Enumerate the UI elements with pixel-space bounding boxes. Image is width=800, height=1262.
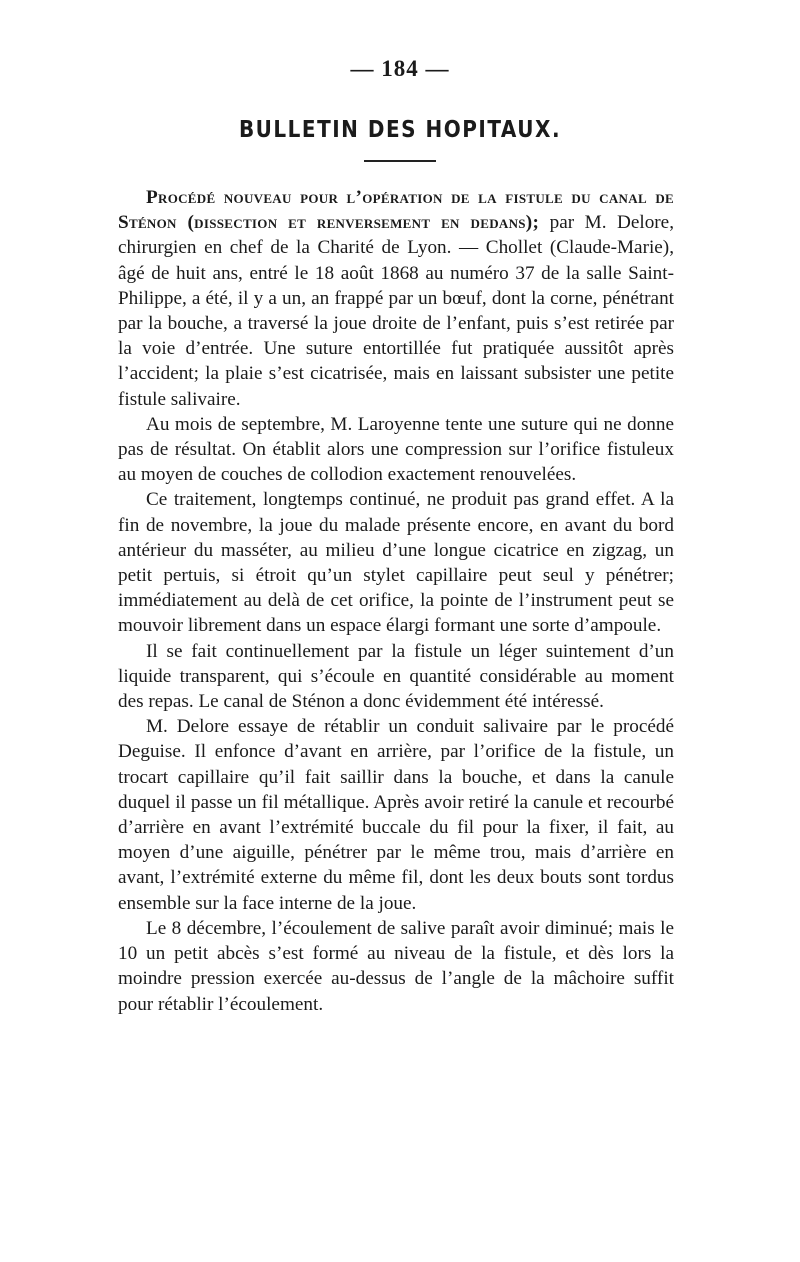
page-number: — 184 —: [350, 56, 450, 81]
article-intro-paragraph: [118, 185, 674, 412]
title-rule: [364, 160, 436, 162]
paragraph-september: Au mois de septembre, M. Laroyenne tente une suture qui ne donne pas de résultat. On établit alors une compression sur l’orifice fistuleux au moyen de couches de collodion exactement renouvelées.: [118, 413, 674, 486]
article-intro-text: par M. Delore, chirurgien en chef de la Charité de Lyon. — Chollet (Claude-Marie), âgé de huit ans, entré le 18 août 1868 au numéro 37 de la salle Saint-Philippe, a été, il y a un, an frappé par un bœuf, dont la corne, pénétrant par la bouche, a traversé la joue droite de l’enfant, puis s’est retirée par la voie d’entrée. Une suture entortillée fut pratiquée aussitôt après l’accident; la plaie s’est cicatrisée, mais en laissant subsister une petite fistule salivaire.: [118, 212, 675, 410]
running-title: BULLETIN DES HOPITAUX.: [238, 115, 562, 143]
paragraph-fistula: Il se fait continuellement par la fistule un léger suintement d’un liquide transparent, qui s’écoule en quantité considérable au moment des repas. Le canal de Sténon a donc évidemment été intéressé.: [118, 640, 674, 713]
paragraph-treatment: Ce traitement, longtemps continué, ne produit pas grand effet. A la fin de novembre, la joue du malade présente encore, en avant du bord antérieur du masséter, au milieu d’une longue cicatrice en zigzag, un petit pertuis, si étroit qu’un stylet capillaire peut seul y pénétrer; immédiatement au delà de cet orifice, la pointe de l’instrument peut se mouvoir librement dans un espace élargi formant une sorte d’ampoule.: [118, 489, 674, 637]
paragraph-deguise-procedure: M. Delore essaye de rétablir un conduit salivaire par le procédé Deguise. Il enfonce d’avant en arrière, par l’orifice de la fistule, un trocart capillaire qu’il fait saillir dans la bouche, et dans la canule duquel il passe un fil métallique. Après avoir retiré la canule et recourbé d’arrière en avant l’extrémité buccale du fil pour la fixer, il fait, au moyen d’une aiguille, pénétrer par le même trou, mais d’arrière en avant, l’extrémité externe du même fil, dont les deux bouts sont tordus ensemble sur la face interne de la joue.: [118, 716, 674, 914]
paragraph-december: Le 8 décembre, l’écoulement de salive paraît avoir diminué; mais le 10 un petit abcès s’est formé au niveau de la fistule, et dès lors la moindre pression exercée au-dessus de l’angle de la mâchoire suffit pour rétablir l’écoulement.: [118, 917, 674, 1015]
article-heading: Procédé nouveau pour l’opération de la fistule du canal de Sténon (dissection et renversement en dedans);: [118, 187, 674, 234]
article-body: [118, 185, 674, 1017]
